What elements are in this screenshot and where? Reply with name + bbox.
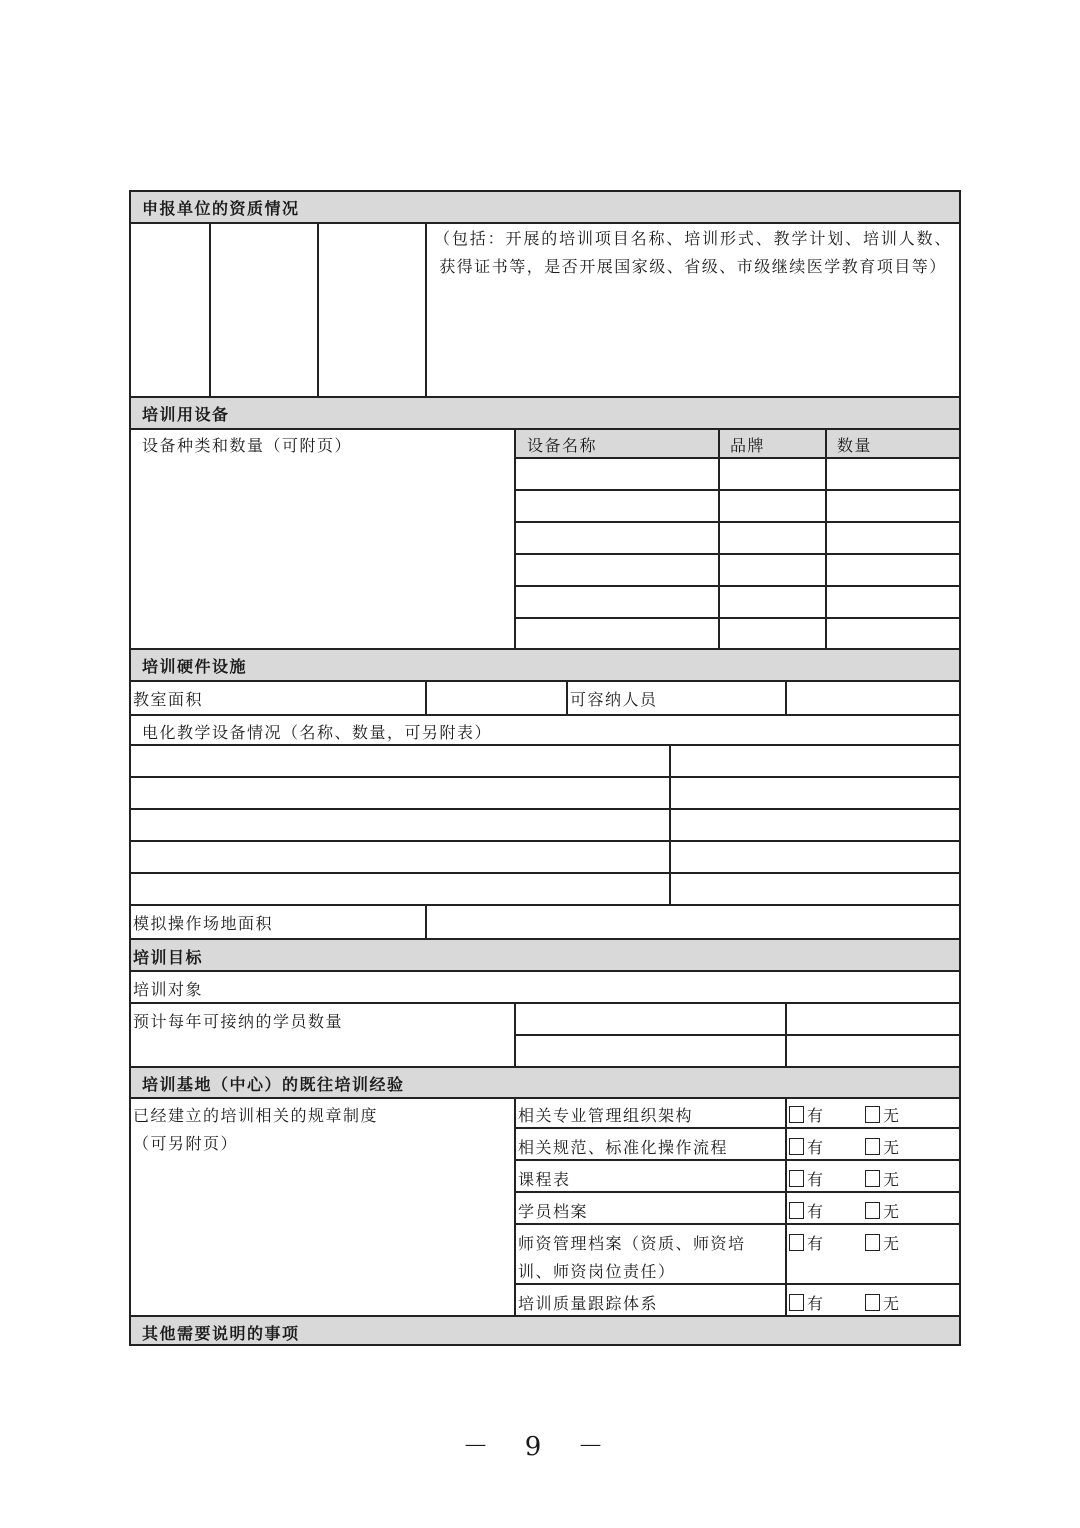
divider bbox=[129, 1315, 961, 1317]
no-label: 无 bbox=[883, 1138, 900, 1157]
equipment-row-3-name[interactable] bbox=[516, 523, 718, 553]
equipment-col-qty: 数量 bbox=[837, 436, 873, 455]
divider bbox=[514, 1283, 961, 1285]
checkbox-icon bbox=[865, 1138, 880, 1155]
equipment-row-4-name[interactable] bbox=[516, 555, 718, 585]
equipment-row-6-qty[interactable] bbox=[827, 619, 959, 649]
classroom-area-input[interactable] bbox=[427, 682, 565, 714]
qualification-note: （包括：开展的培训项目名称、培训形式、教学计划、培训人数、获得证书等，是否开展国家级、省级、市级继续医学教育项目等） bbox=[434, 229, 952, 276]
checkbox-icon bbox=[865, 1106, 880, 1123]
section-title-hardware: 培训硬件设施 bbox=[142, 657, 248, 676]
yes-label: 有 bbox=[807, 1138, 824, 1157]
equipment-label: 设备种类和数量（可附页） bbox=[142, 436, 353, 455]
section-band-equipment bbox=[130, 397, 960, 429]
annual-capacity-row-2-left[interactable] bbox=[516, 1036, 785, 1066]
av-row-4-left[interactable] bbox=[131, 842, 669, 872]
experience-item-faculty-records-line1: 师资管理档案（资质、师资培 bbox=[518, 1234, 746, 1253]
checkbox-icon bbox=[789, 1170, 804, 1187]
checkbox-yes-2[interactable] bbox=[789, 1135, 823, 1158]
target-trainees-label: 培训对象 bbox=[133, 980, 204, 999]
av-row-3-left[interactable] bbox=[131, 810, 669, 840]
qualification-cell-2[interactable] bbox=[211, 224, 317, 396]
no-label: 无 bbox=[883, 1170, 900, 1189]
rules-label-line2: （可另附页） bbox=[133, 1134, 239, 1153]
divider bbox=[514, 1127, 961, 1129]
border-right bbox=[959, 190, 961, 1346]
equipment-row-5-name[interactable] bbox=[516, 587, 718, 617]
divider bbox=[129, 970, 961, 972]
checkbox-icon bbox=[789, 1202, 804, 1219]
equipment-row-2-brand[interactable] bbox=[720, 491, 825, 521]
av-row-5-left[interactable] bbox=[131, 874, 669, 904]
equipment-row-1-name[interactable] bbox=[516, 459, 718, 489]
page-number: － 9 － bbox=[462, 1432, 618, 1462]
checkbox-no-2[interactable] bbox=[865, 1135, 899, 1158]
yes-label: 有 bbox=[807, 1202, 824, 1221]
experience-item-trainee-records: 学员档案 bbox=[518, 1202, 589, 1221]
checkbox-no-6[interactable] bbox=[865, 1291, 899, 1314]
experience-item-sop: 相关规范、标准化操作流程 bbox=[518, 1138, 729, 1157]
equipment-col-brand: 品牌 bbox=[730, 436, 766, 455]
av-row-3-right[interactable] bbox=[671, 810, 959, 840]
av-row-1-right[interactable] bbox=[671, 746, 959, 776]
checkbox-no-3[interactable] bbox=[865, 1167, 899, 1190]
divider bbox=[566, 680, 568, 715]
border-bottom bbox=[129, 1344, 961, 1346]
equipment-row-5-brand[interactable] bbox=[720, 587, 825, 617]
equipment-row-4-brand[interactable] bbox=[720, 555, 825, 585]
equipment-row-6-brand[interactable] bbox=[720, 619, 825, 649]
experience-item-quality-tracking: 培训质量跟踪体系 bbox=[518, 1294, 659, 1313]
checkbox-yes-6[interactable] bbox=[789, 1291, 823, 1314]
checkbox-icon bbox=[789, 1234, 804, 1251]
annual-capacity-label: 预计每年可接纳的学员数量 bbox=[133, 1012, 344, 1031]
checkbox-yes-4[interactable] bbox=[789, 1199, 823, 1222]
annual-capacity-row-1-left[interactable] bbox=[516, 1004, 785, 1034]
av-equipment-label: 电化教学设备情况（名称、数量，可另附表） bbox=[142, 723, 493, 742]
checkbox-icon bbox=[865, 1202, 880, 1219]
capacity-input[interactable] bbox=[787, 682, 959, 714]
divider bbox=[514, 1223, 961, 1225]
checkbox-icon bbox=[789, 1106, 804, 1123]
av-row-5-right[interactable] bbox=[671, 874, 959, 904]
classroom-area-label: 教室面积 bbox=[133, 690, 204, 709]
equipment-row-1-brand[interactable] bbox=[720, 459, 825, 489]
divider bbox=[514, 1159, 961, 1161]
av-row-2-left[interactable] bbox=[131, 778, 669, 808]
sim-area-label: 模拟操作场地面积 bbox=[133, 914, 274, 933]
no-label: 无 bbox=[883, 1234, 900, 1253]
no-label: 无 bbox=[883, 1294, 900, 1313]
section-title-goals: 培训目标 bbox=[133, 948, 204, 967]
no-label: 无 bbox=[883, 1202, 900, 1221]
yes-label: 有 bbox=[807, 1234, 824, 1253]
border-top bbox=[129, 190, 961, 192]
qualification-cell-3[interactable] bbox=[319, 224, 425, 396]
checkbox-icon bbox=[865, 1234, 880, 1251]
yes-label: 有 bbox=[807, 1106, 824, 1125]
divider bbox=[129, 396, 961, 398]
checkbox-icon bbox=[789, 1294, 804, 1311]
checkbox-no-5[interactable] bbox=[865, 1231, 899, 1254]
checkbox-no-1[interactable] bbox=[865, 1103, 899, 1126]
qualification-cell-1[interactable] bbox=[131, 224, 209, 396]
annual-capacity-row-1-right[interactable] bbox=[787, 1004, 959, 1034]
no-label: 无 bbox=[883, 1106, 900, 1125]
experience-item-org-structure: 相关专业管理组织架构 bbox=[518, 1106, 694, 1125]
section-title-experience: 培训基地（中心）的既往培训经验 bbox=[142, 1075, 405, 1094]
checkbox-yes-1[interactable] bbox=[789, 1103, 823, 1126]
section-title-equipment: 培训用设备 bbox=[142, 405, 230, 424]
section-title-qualification: 申报单位的资质情况 bbox=[142, 199, 300, 218]
section-band-goals bbox=[130, 939, 960, 971]
checkbox-icon bbox=[865, 1170, 880, 1187]
checkbox-no-4[interactable] bbox=[865, 1199, 899, 1222]
checkbox-yes-3[interactable] bbox=[789, 1167, 823, 1190]
divider bbox=[425, 222, 427, 397]
yes-label: 有 bbox=[807, 1294, 824, 1313]
divider bbox=[129, 648, 961, 650]
equipment-row-3-brand[interactable] bbox=[720, 523, 825, 553]
av-row-4-right[interactable] bbox=[671, 842, 959, 872]
equipment-col-name: 设备名称 bbox=[527, 436, 598, 455]
equipment-row-2-name[interactable] bbox=[516, 491, 718, 521]
divider bbox=[129, 714, 961, 716]
section-title-other: 其他需要说明的事项 bbox=[142, 1324, 300, 1343]
divider bbox=[129, 1066, 961, 1068]
section-band-hardware bbox=[130, 649, 960, 681]
rules-label-line1: 已经建立的培训相关的规章制度 bbox=[133, 1106, 379, 1125]
equipment-row-5-qty[interactable] bbox=[827, 587, 959, 617]
divider bbox=[514, 1191, 961, 1193]
checkbox-icon bbox=[865, 1294, 880, 1311]
capacity-label: 可容纳人员 bbox=[570, 690, 658, 709]
equipment-row-2-qty[interactable] bbox=[827, 491, 959, 521]
divider bbox=[129, 428, 961, 430]
annual-capacity-row-2-right[interactable] bbox=[787, 1036, 959, 1066]
sim-area-input[interactable] bbox=[427, 906, 959, 938]
checkbox-icon bbox=[789, 1138, 804, 1155]
av-row-2-right[interactable] bbox=[671, 778, 959, 808]
av-row-1-left[interactable] bbox=[131, 746, 669, 776]
equipment-row-3-qty[interactable] bbox=[827, 523, 959, 553]
divider bbox=[129, 1097, 961, 1099]
equipment-row-1-qty[interactable] bbox=[827, 459, 959, 489]
divider bbox=[129, 938, 961, 940]
equipment-row-6-name[interactable] bbox=[516, 619, 718, 649]
experience-item-faculty-records-line2: 训、师资岗位责任） bbox=[518, 1262, 676, 1281]
yes-label: 有 bbox=[807, 1170, 824, 1189]
checkbox-yes-5[interactable] bbox=[789, 1231, 823, 1254]
equipment-row-4-qty[interactable] bbox=[827, 555, 959, 585]
experience-item-schedule: 课程表 bbox=[518, 1170, 571, 1189]
